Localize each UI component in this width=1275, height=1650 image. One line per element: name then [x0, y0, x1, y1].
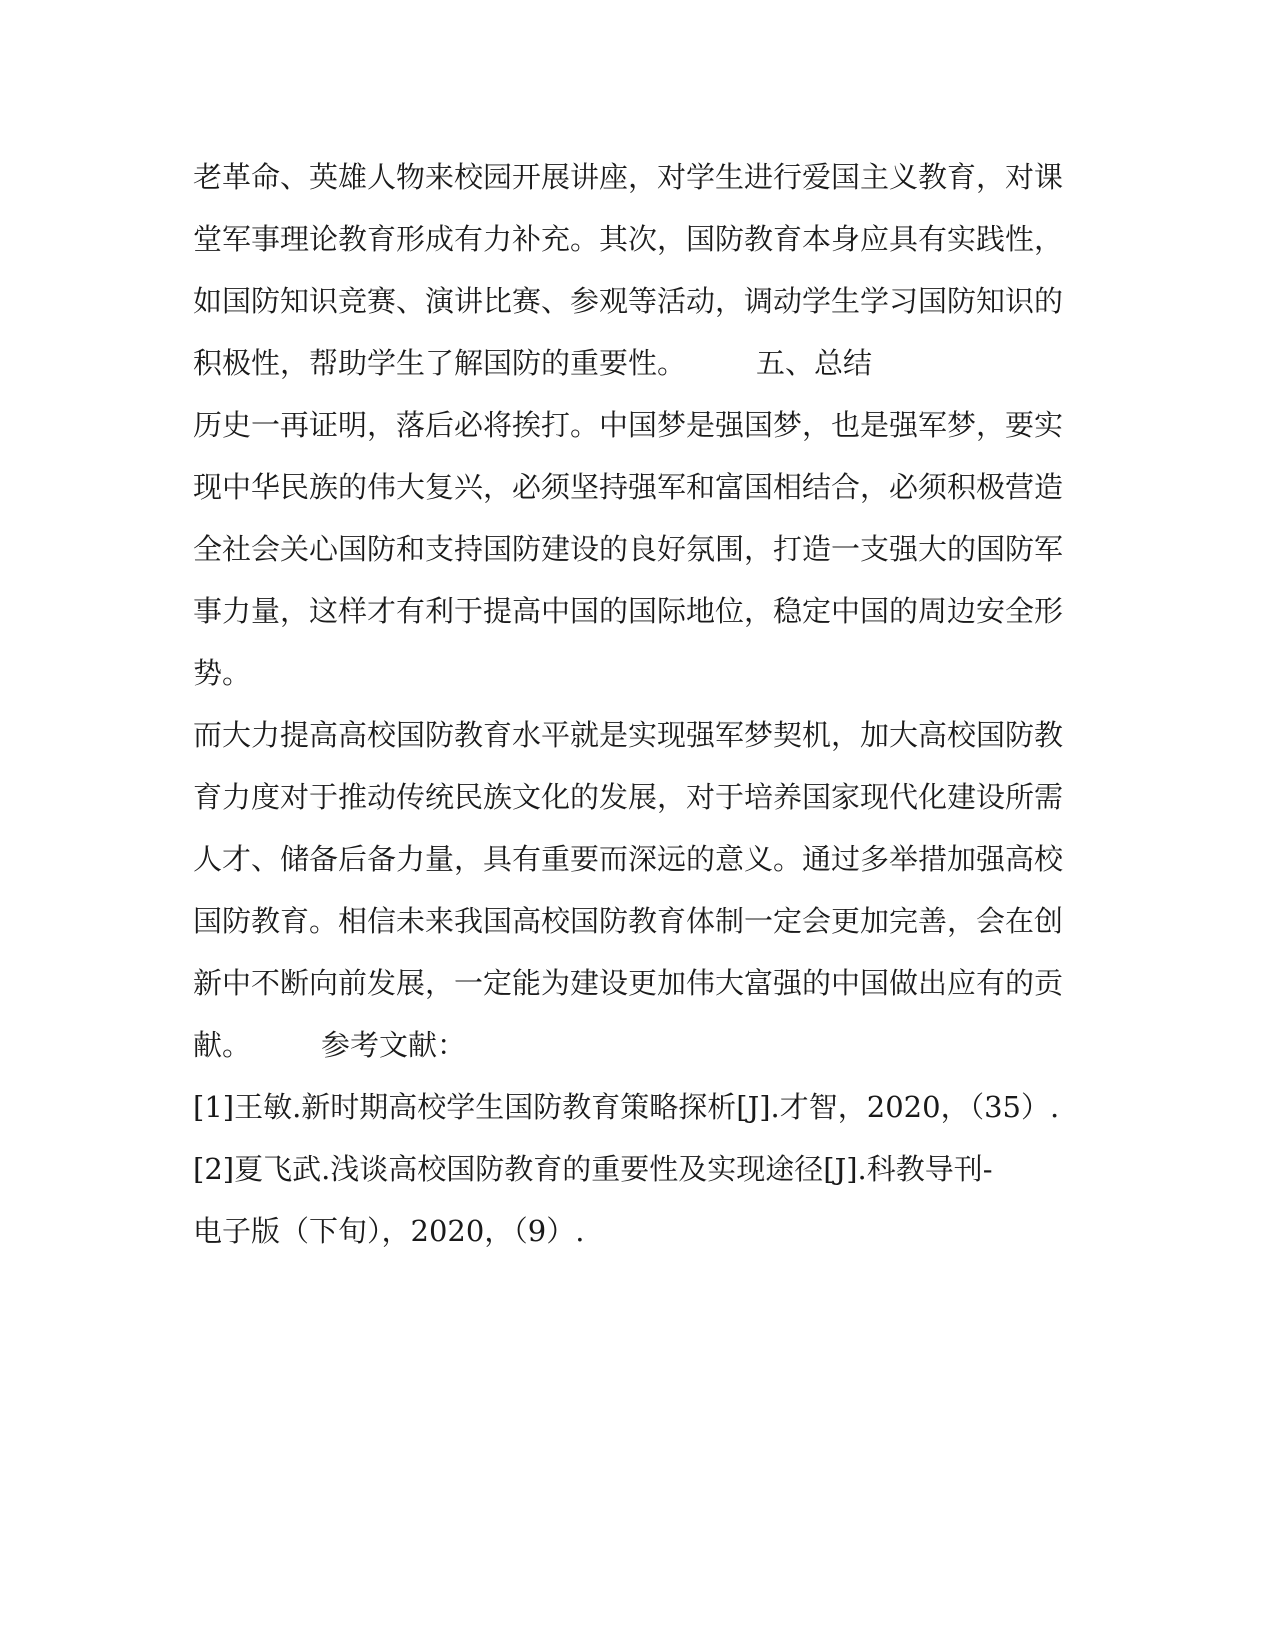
paragraph-line-with-heading — [193, 1025, 466, 1065]
paragraph-line: 全社会关心国防和支持国防建设的良好氛围，打造一支强大的国防军 — [193, 532, 1064, 566]
paragraph-line: 人才、储备后备力量，具有重要而深远的意义。通过多举措加强高校 — [193, 842, 1064, 876]
paragraph-line: 势。 — [193, 656, 252, 690]
paragraph-line: 如国防知识竞赛、演讲比赛、参观等活动，调动学生学习国防知识的 — [193, 284, 1064, 318]
paragraph-line: 国防教育。相信未来我国高校国防教育体制一定会更加完善，会在创 — [193, 904, 1064, 938]
paragraph-line: 堂军事理论教育形成有力补充。其次，国防教育本身应具有实践性， — [193, 222, 1064, 256]
paragraph-line: 而大力提高高校国防教育水平就是实现强军梦契机，加大高校国防教 — [193, 718, 1064, 752]
section-heading: 五、总结 — [756, 346, 873, 380]
reference-item: 电子版（下旬），2020，（9）. — [193, 1214, 585, 1248]
references-heading: 参考文献： — [321, 1028, 467, 1062]
paragraph-line: 献。 — [193, 1028, 252, 1062]
reference-item: [1]王敏.新时期高校学生国防教育策略探析[J].才智，2020，（35）. — [193, 1090, 1060, 1124]
paragraph-line: 积极性，帮助学生了解国防的重要性。 — [193, 346, 687, 380]
paragraph-line: 新中不断向前发展，一定能为建设更加伟大富强的中国做出应有的贡 — [193, 966, 1064, 1000]
reference-item: [2]夏飞武.浅谈高校国防教育的重要性及实现途径[J].科教导刊- — [193, 1152, 993, 1186]
paragraph-line: 育力度对于推动传统民族文化的发展，对于培养国家现代化建设所需 — [193, 780, 1064, 814]
paragraph-line: 老革命、英雄人物来校园开展讲座，对学生进行爱国主义教育，对课 — [193, 160, 1064, 194]
paragraph-line: 事力量，这样才有利于提高中国的国际地位，稳定中国的周边安全形 — [193, 594, 1064, 628]
paragraph-line: 历史一再证明，落后必将挨打。中国梦是强国梦，也是强军梦，要实 — [193, 408, 1064, 442]
paragraph-line: 现中华民族的伟大复兴，必须坚持强军和富国相结合，必须积极营造 — [193, 470, 1064, 504]
paragraph-line-with-heading — [193, 343, 872, 383]
